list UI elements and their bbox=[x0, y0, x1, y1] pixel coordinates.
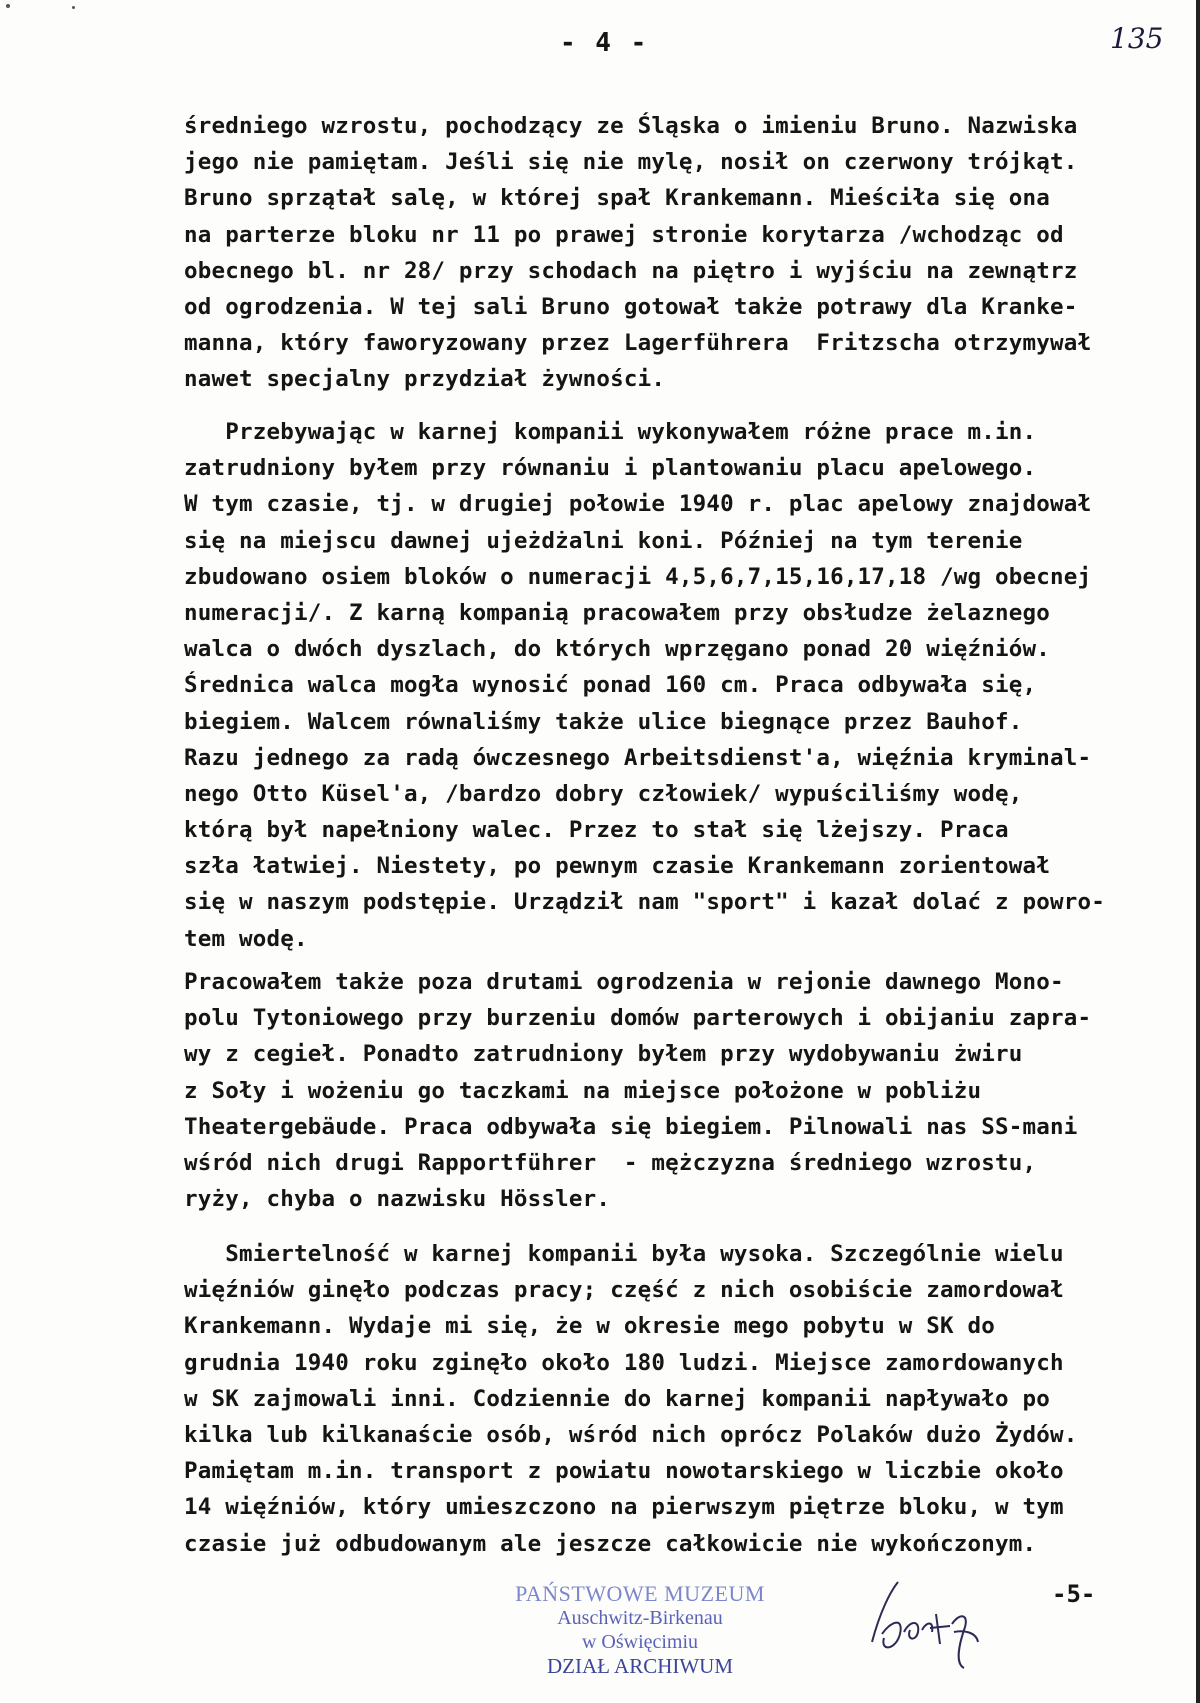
text-line: którą był napełniony walec. Przez to stał się lżejszy. Praca bbox=[184, 817, 1009, 844]
stamp-line-name: Auschwitz-Birkenau bbox=[557, 1607, 723, 1629]
text-line: numeracji/. Z karną kompanią pracowałem przy obsłudze żelaznego bbox=[184, 599, 1051, 626]
paragraph-4 bbox=[184, 1236, 1184, 1562]
text-line: nego Otto Küsel'a, /bardzo dobry człowiek/ wypuściliśmy wodę, bbox=[184, 780, 1023, 807]
text-line: W tym czasie, tj. w drugiej połowie 1940 r. plac apelowy znajdował bbox=[184, 491, 1092, 518]
text-line: Theatergebäude. Praca odbywała się biegiem. Pilnowali nas SS-mani bbox=[184, 1113, 1078, 1140]
archive-stamp bbox=[490, 1582, 790, 1678]
stamp-line-museum: PAŃSTWOWE MUZEUM bbox=[515, 1581, 765, 1606]
text-line: jego nie pamiętam. Jeśli się nie mylę, nosił on czerwony trójkąt. bbox=[184, 149, 1078, 176]
text-line: Krankemann. Wydaje mi się, że w okresie mego pobytu w SK do bbox=[184, 1313, 996, 1340]
text-line: walca o dwóch dyszlach, do których wprzęgano ponad 20 więźniów. bbox=[184, 636, 1051, 663]
text-line: Średnica walca mogła wynosić ponad 160 cm. Praca odbywała się, bbox=[184, 672, 1037, 699]
archive-number-handwritten: 135 bbox=[1110, 22, 1164, 55]
text-line: nawet specjalny przydział żywności. bbox=[184, 366, 666, 393]
scan-speck bbox=[72, 6, 75, 9]
text-line: od ogrodzenia. W tej sali Bruno gotował także potrawy dla Kranke- bbox=[184, 293, 1078, 320]
text-line: się na miejscu dawnej ujeżdżalni koni. Później na tym terenie bbox=[184, 527, 1023, 554]
text-line: wśród nich drugi Rapportführer - mężczyzna średniego wzrostu, bbox=[184, 1149, 1037, 1176]
text-line: ryży, chyba o nazwisku Hössler. bbox=[184, 1186, 611, 1213]
stamp-line-city: w Oświęcimiu bbox=[581, 1631, 699, 1653]
text-line: biegiem. Walcem równaliśmy także ulice biegnące przez Bauhof. bbox=[184, 708, 1023, 735]
text-line: grudnia 1940 roku zginęło około 180 ludzi. Miejsce zamordowanych bbox=[184, 1349, 1064, 1376]
text-line: Razu jednego za radą ówczesnego Arbeitsdienst'a, więźnia kryminal- bbox=[184, 744, 1092, 771]
text-line: Pamiętam m.in. transport z powiatu nowotarskiego w liczbie około bbox=[184, 1458, 1064, 1485]
text-line: Smiertelność w karnej kompanii była wysoka. Szczególnie wielu bbox=[184, 1241, 1064, 1267]
scan-speck bbox=[6, 4, 10, 8]
page-number: - 4 - bbox=[560, 28, 649, 58]
text-line: polu Tytoniowego przy burzeniu domów parterowych i obijaniu zapra- bbox=[184, 1005, 1092, 1032]
paragraph-1 bbox=[184, 108, 1184, 398]
text-line: szła łatwiej. Niestety, po pewnym czasie Krankemann zorientował bbox=[184, 853, 1051, 880]
text-line: manna, który faworyzowany przez Lagerführera Fritzscha otrzymywał bbox=[184, 330, 1092, 357]
text-line: zbudowano osiem bloków o numeracji 4,5,6,7,15,16,17,18 /wg obecnej bbox=[184, 563, 1092, 590]
stamp-line-department: DZIAŁ ARCHIWUM bbox=[546, 1654, 734, 1678]
text-line: tem wodę. bbox=[184, 925, 308, 952]
next-page-marker: -5- bbox=[1052, 1580, 1096, 1608]
scan-edge-shadow bbox=[1196, 0, 1200, 1703]
text-line: Pracowałem także poza drutami ogrodzenia w rejonie dawnego Mono- bbox=[184, 969, 1064, 995]
text-line: obecnego bl. nr 28/ przy schodach na piętro i wyjściu na zewnątrz bbox=[184, 257, 1078, 284]
text-line: Bruno sprzątał salę, w której spał Krankemann. Mieściła się ona bbox=[184, 185, 1051, 212]
text-line: wy z cegieł. Ponadto zatrudniony byłem przy wydobywaniu żwiru bbox=[184, 1041, 1023, 1068]
text-line: więźniów ginęło podczas pracy; część z nich osobiście zamordował bbox=[184, 1277, 1064, 1304]
paragraph-3 bbox=[184, 964, 1184, 1217]
text-line: zatrudniony byłem przy równaniu i plantowaniu placu apelowego. bbox=[184, 455, 1037, 482]
text-line: kilka lub kilkanaście osób, wśród nich oprócz Polaków dużo Żydów. bbox=[184, 1421, 1078, 1448]
handwritten-signature bbox=[860, 1572, 990, 1672]
text-line: na parterze bloku nr 11 po prawej stronie korytarza /wchodząc od bbox=[184, 221, 1064, 248]
text-line: Przebywając w karnej kompanii wykonywałem różne prace m.in. bbox=[184, 419, 1037, 445]
paragraph-2 bbox=[184, 414, 1184, 957]
text-line: średniego wzrostu, pochodzący ze Śląska o imieniu Bruno. Nazwiska bbox=[184, 113, 1078, 139]
text-line: się w naszym podstępie. Urządził nam "sport" i kazał dolać z powro- bbox=[184, 889, 1105, 916]
text-line: czasie już odbudowanym ale jeszcze całkowicie nie wykończonym. bbox=[184, 1530, 1037, 1557]
text-line: z Soły i wożeniu go taczkami na miejsce położone w pobliżu bbox=[184, 1077, 982, 1104]
text-line: w SK zajmowali inni. Codziennie do karnej kompanii napływało po bbox=[184, 1385, 1051, 1412]
text-line: 14 więźniów, który umieszczono na pierwszym piętrze bloku, w tym bbox=[184, 1494, 1064, 1521]
